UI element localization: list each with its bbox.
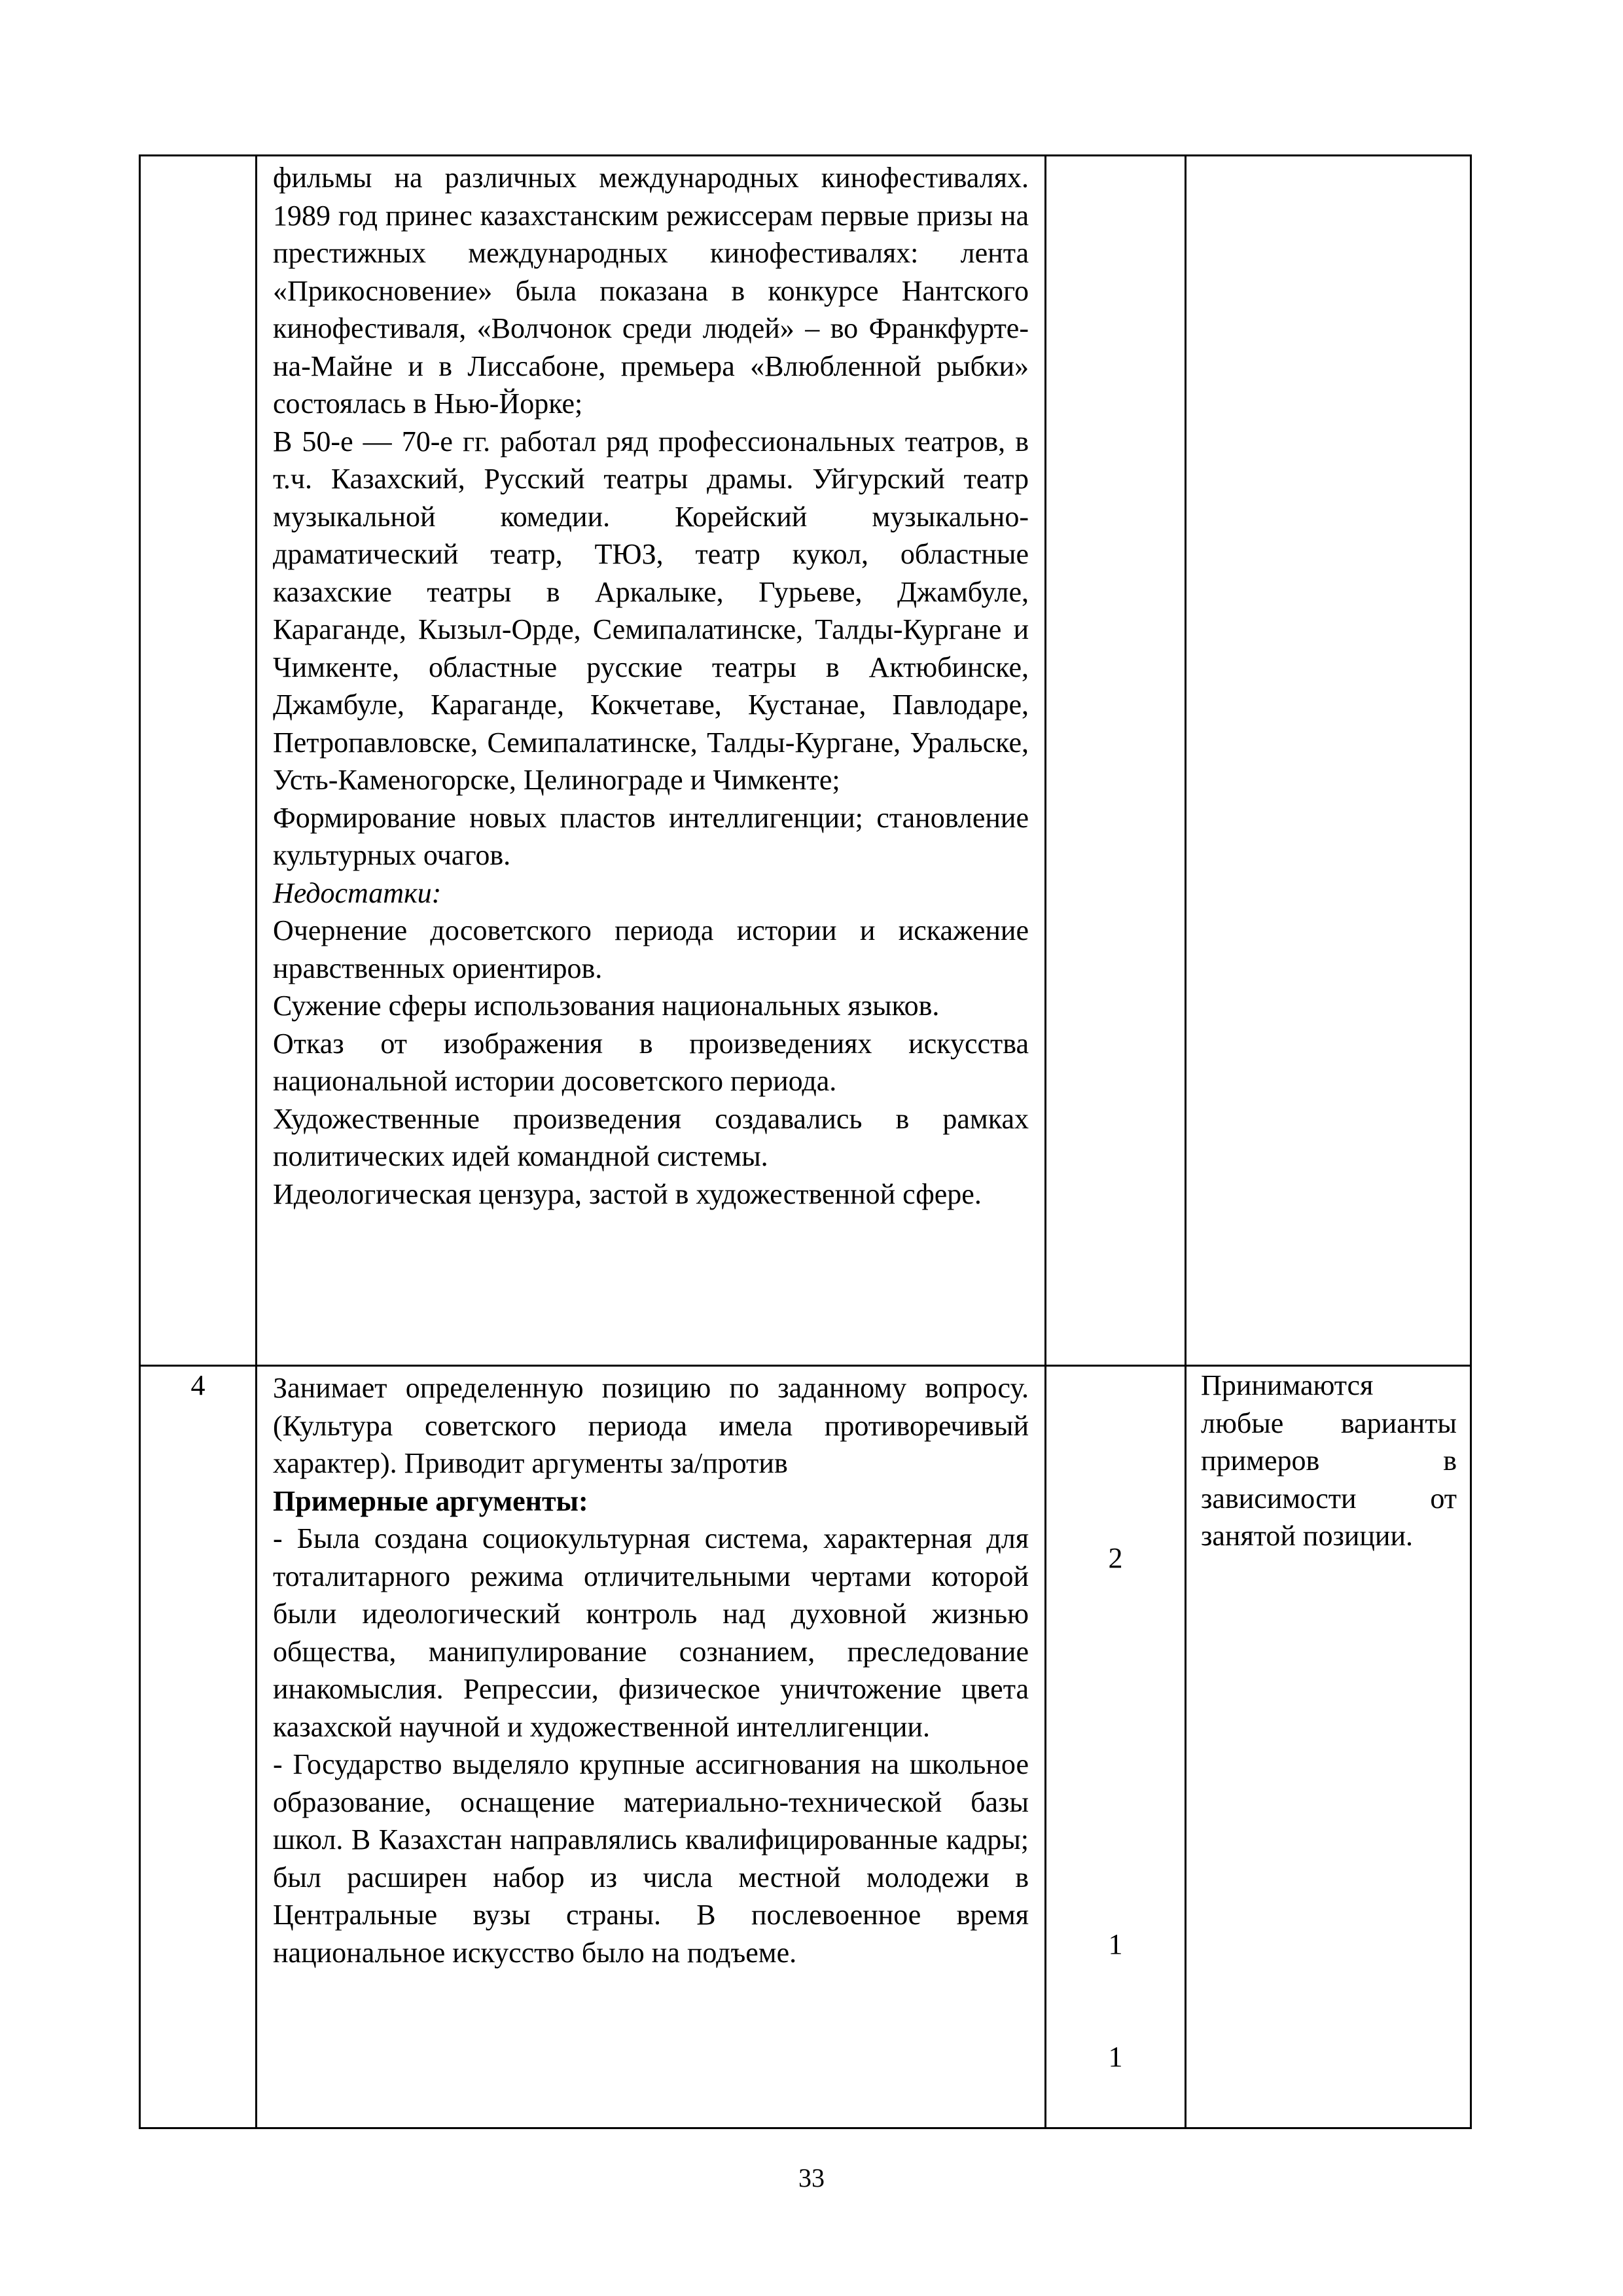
paragraph: Недостатки: bbox=[273, 876, 442, 909]
score-cell bbox=[1046, 156, 1186, 1366]
paragraph: Сужение сферы использования национальных языков. bbox=[273, 990, 940, 1022]
answer-text bbox=[257, 156, 1044, 1213]
paragraph: Очернение досоветского периода истории и искажение нравственных ориентиров. bbox=[273, 914, 1029, 984]
row-number: 4 bbox=[190, 1369, 205, 1401]
answer-text bbox=[257, 1367, 1044, 1971]
paragraph: Отказ от изображения в произведениях искусства национальной истории досоветского периода. bbox=[273, 1027, 1029, 1097]
answer-table bbox=[139, 154, 1472, 2129]
row-number-cell bbox=[140, 1366, 257, 2128]
score-cell bbox=[1046, 1366, 1186, 2128]
table-row bbox=[140, 156, 1471, 1366]
paragraph: Примерные аргументы: bbox=[273, 1484, 588, 1517]
paragraph: В 50-е — 70-е гг. работал ряд профессиональных театров, в т.ч. Казахский, Русский театры драмы. Уйгурский театр музыкальной комедии. Корейский музыкально-драматический театр, ТЮЗ, театр кукол, областные казахские театры в Аркалыке, Гурьеве, Джамбуле, Караганде, Кызыл-Орде, Семипалатинске, Талды-Кургане и Чимкенте, областные русские театры в Актюбинске, Джамбуле, Караганде, Кокчетаве, Кустанае, Павлодаре, Петропавловске, Семипалатинске, Талды-Кургане, Уральске, Усть-Каменогорске, Целинограде и Чимкенте; bbox=[273, 425, 1029, 796]
score-value: 1 bbox=[1108, 2041, 1123, 2073]
paragraph: Идеологическая цензура, застой в художественной сфере. bbox=[273, 1177, 982, 1210]
score-value: 1 bbox=[1108, 1928, 1123, 1960]
content-cell bbox=[257, 156, 1046, 1366]
paragraph: Художественные произведения создавались в рамках политических идей командной системы. bbox=[273, 1102, 1029, 1172]
content-cell bbox=[257, 1366, 1046, 2128]
note-cell bbox=[1186, 1366, 1471, 2128]
paragraph: Занимает определенную позицию по заданному вопросу. (Культура советского периода имела противоречивый характер). Приводит аргументы за/против bbox=[273, 1372, 1029, 1479]
paragraph: - Государство выделяло крупные ассигнования на школьное образование, оснащение материально-технической базы школ. В Казахстан направлялись квалифицированные кадры; был расширен набор из числа местной молодежи в Центральные вузы страны. В послевоенное время национальное искусство было на подъеме. bbox=[273, 1748, 1029, 1969]
page-number: 33 bbox=[798, 2163, 825, 2193]
paragraph: Формирование новых пластов интеллигенции; становление культурных очагов. bbox=[273, 801, 1029, 871]
paragraph: - Была создана социокультурная система, характерная для тоталитарного режима отличительными чертами которой были идеологический контроль над духовной жизнью общества, манипулирование сознанием, преследование инакомыслия. Репрессии, физическое уничтожение цвета казахской научной и художественной интеллигенции. bbox=[273, 1522, 1029, 1743]
score-value: 2 bbox=[1108, 1542, 1123, 1574]
note-cell bbox=[1186, 156, 1471, 1366]
paragraph: фильмы на различных международных кинофестивалях. 1989 год принес казахстанским режиссерам первые призы на престижных международных кинофестивалях: лента «Прикосновение» была показана в конкурсе Нантского кинофестиваля, «Волчонок среди людей» – во Франкфурте-на-Майне и в Лиссабоне, премьера «Влюбленной рыбки» состоялась в Нью-Йорке; bbox=[273, 162, 1029, 420]
table-row bbox=[140, 1366, 1471, 2128]
grading-note: Принимаются любые варианты примеров в зависимости от занятой позиции. bbox=[1201, 1369, 1457, 1552]
row-number-cell bbox=[140, 156, 257, 1366]
